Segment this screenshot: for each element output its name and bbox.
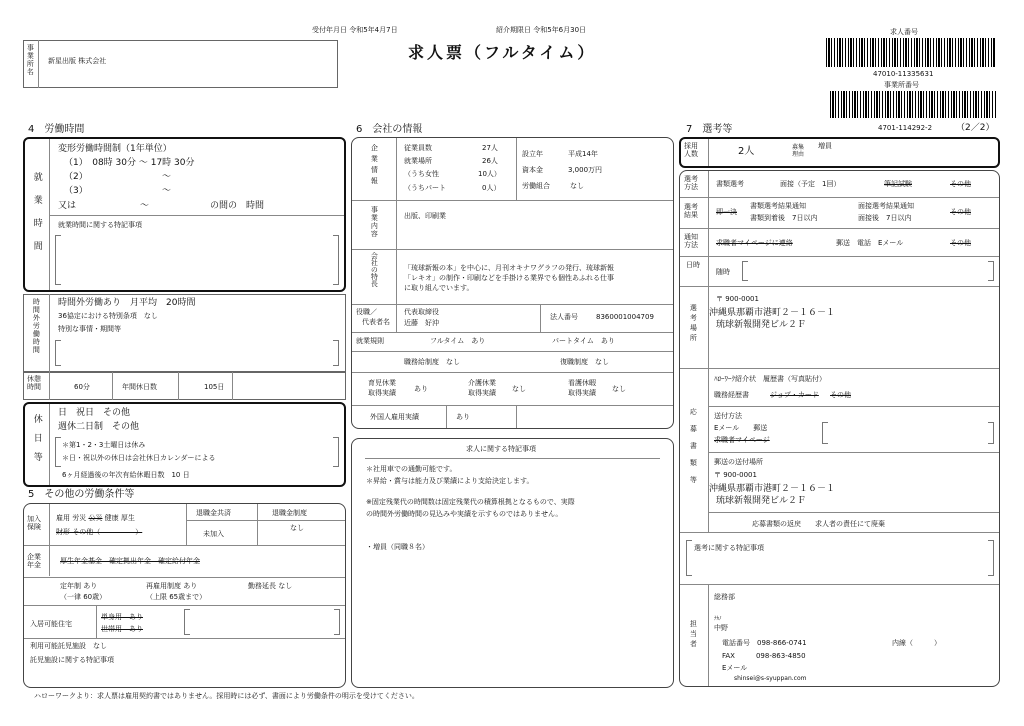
selection-place-label: 選考場所	[689, 304, 698, 344]
retire-age: 定年制 あり	[60, 582, 98, 590]
docs-other: その他	[830, 391, 851, 399]
overtime-agreement: 36協定における特別条項 なし	[58, 312, 158, 320]
method-other: その他	[950, 180, 971, 188]
received-date: 受付年月日 令和5年4月7日	[312, 26, 398, 34]
job-special-title: 求人に関する特記事項	[466, 445, 536, 453]
retire-mutual-label: 退職金共済	[196, 509, 231, 517]
rules-part: パートタイム あり	[552, 337, 615, 345]
rep-name: 近藤 好沖	[404, 319, 439, 327]
work-hours-label: 就業時間	[31, 172, 42, 264]
women-count: 10人）	[478, 170, 501, 178]
holiday-note-2: ＊日・祝以外の休日は会社休日カレンダーによる	[62, 454, 216, 462]
contact-fax: FAX 098-863-4850	[722, 652, 806, 660]
corp-number: 8360001004709	[596, 313, 654, 321]
job-number-label: 求人番号	[890, 28, 918, 36]
rehire: 再雇用制度 あり	[146, 582, 198, 590]
docs-jobcard: ジョブ・カード	[770, 391, 819, 399]
contact-email-label: Eメール	[722, 664, 748, 672]
overtime-average: 時間外労働あり 月平均 20時間	[58, 298, 196, 308]
union-label: 労働組合	[522, 182, 550, 190]
work-extension: 勤務延長 なし	[248, 582, 293, 590]
nursing-leave: なし	[512, 385, 526, 393]
foreign-employment: あり	[456, 413, 470, 421]
work-special-label: 就業時間に関する特記事項	[58, 221, 142, 229]
company-info-label: 企業情報	[370, 144, 379, 188]
workplace-employees: 26人	[482, 157, 498, 165]
contact-extension: 内線（ ）	[892, 639, 941, 647]
work-system: 変形労働時間制（1年単位）	[58, 144, 172, 154]
hire-count: 2人	[738, 146, 755, 157]
capital-label: 資本金	[522, 166, 543, 174]
break-value: 60分	[74, 383, 90, 391]
foreign-employment-label: 外国人雇用実績	[370, 413, 419, 421]
footer-note: ハローワークより：求人票は雇用契約書ではありません。採用時には必ず、書面により労働条件の明示を受けてください。	[34, 692, 419, 700]
nursing-leave-label-2: 取得実績	[468, 389, 496, 397]
childcare-leave: あり	[414, 385, 428, 393]
pension-options: 厚生年金基金 確定拠出年金 確定給付年金	[60, 557, 200, 565]
housing-label: 入居可能住宅	[30, 620, 72, 628]
office-number: 4701-114292-2	[878, 124, 933, 132]
job-pay-system: 職務給制度 なし	[404, 358, 460, 366]
notify-label: 通知方法	[684, 233, 698, 250]
place-address-2: 琉球新報開発ビル２Ｆ	[716, 320, 807, 330]
rules-label: 就業規則	[356, 337, 384, 345]
business-content: 出版、印刷業	[404, 212, 446, 220]
date-label: 日時	[686, 261, 700, 269]
rehire-detail: （上限 65歳まで）	[146, 593, 207, 601]
capital: 3,000万円	[568, 166, 603, 174]
features-line-3: に取り組んでいます。	[404, 284, 474, 292]
method-written: 筆記試験	[884, 180, 912, 188]
result-label: 選考結果	[684, 203, 698, 220]
retire-system-value: なし	[290, 524, 304, 532]
contact-kana: ﾅｶﾉ	[714, 616, 722, 622]
features-label: 会社の特長	[370, 252, 379, 287]
housing-single: 単身用 あり	[101, 613, 143, 621]
section-5-title: 5 その他の労働条件等	[28, 489, 135, 500]
overtime-special-circumstances: 特別な事情・期間等	[58, 325, 121, 333]
mail-address-1: 沖縄県那覇市港町２－１６－１	[709, 484, 836, 494]
annual-holiday-label: 年間休日数	[122, 383, 157, 391]
break-box	[23, 372, 346, 400]
section-4-title: 4 労働時間	[28, 124, 85, 135]
employees-label: 従業員数	[404, 144, 432, 152]
result-other: その他	[950, 208, 971, 216]
holiday-label: 休日等	[31, 414, 42, 471]
date-value: 随時	[716, 268, 730, 276]
mail-postal: 〒 900-0001	[714, 471, 757, 479]
contact-email: shinsei@s-syuppan.com	[734, 675, 807, 682]
part-label: （うちパート	[404, 184, 446, 192]
mail-to-label: 郵送の送付場所	[714, 458, 763, 466]
page-title: 求人票（フルタイム）	[408, 43, 597, 62]
work-row-2-sep: 〜	[162, 172, 172, 182]
overtime-label: 時間外労働時間	[32, 298, 41, 354]
office-name-label: 事業所名	[26, 44, 35, 76]
care-leave-label-1: 看護休暇	[568, 379, 596, 387]
selection-special-label: 選考に関する特記事項	[694, 544, 764, 552]
place-address-1: 沖縄県那覇市港町２－１６－１	[709, 308, 836, 318]
result-documents-days: 書類到着後 7日以内	[750, 214, 818, 222]
docs-resume: 職務経歴書	[714, 391, 749, 399]
work-row-3-sep: 〜	[162, 186, 172, 196]
rep-label-2: 代表者名	[362, 318, 390, 326]
weekly-holiday: 週休二日制 その他	[58, 422, 140, 432]
work-or-sep: 〜	[140, 201, 150, 211]
care-leave: なし	[612, 385, 626, 393]
union: なし	[570, 182, 584, 190]
retire-system-label: 退職金制度	[272, 509, 307, 517]
return-documents: 応募書類の返戻 求人者の責任にて廃棄	[752, 520, 885, 528]
retire-mutual-value: 未加入	[203, 530, 224, 538]
housing-family: 世帯用 あり	[101, 625, 143, 633]
childcare-facility: 利用可能託児施設 なし	[30, 642, 107, 650]
holidays: 日 祝日 その他	[58, 408, 131, 418]
founded-label: 設立年	[522, 150, 543, 158]
founded: 平成14年	[568, 150, 598, 158]
rules-full: フルタイム あり	[430, 337, 486, 345]
annual-holiday-value: 105日	[204, 383, 225, 391]
employees: 27人	[482, 144, 498, 152]
result-documents: 書類選考結果通知	[750, 202, 806, 210]
application-docs-label: 応募書類等	[689, 408, 698, 493]
send-mypage: 求職者マイページ	[714, 436, 770, 444]
section-6-title: 6 会社の情報	[356, 124, 423, 135]
work-row-2: （2）	[64, 172, 88, 182]
rep-label-1: 役職／	[356, 308, 377, 316]
send-method-label: 送付方法	[714, 412, 742, 420]
mail-address-2: 琉球新報開発ビル２Ｆ	[716, 496, 807, 506]
work-row-3: （3）	[64, 186, 88, 196]
hire-count-label: 採用人数	[684, 142, 698, 159]
women-label: （うち女性	[404, 170, 439, 178]
method-interview: 面接（予定 1回）	[780, 180, 841, 188]
insurance-label: 加入保険	[27, 515, 41, 532]
insurance-line-1: 雇用 労災 公災 健康 厚生	[56, 514, 135, 522]
notify-mypage: 求職者マイページに連絡	[716, 239, 793, 247]
part-count: 0人）	[482, 184, 501, 192]
office-name: 新星出版 株式会社	[48, 57, 107, 65]
paid-leave: 6ヶ月経過後の年次有給休暇日数 10 日	[62, 471, 190, 479]
method-documents: 書類選考	[716, 180, 744, 188]
childcare-special-label: 託児施設に関する特記事項	[30, 656, 114, 664]
childcare-leave-label-2: 取得実績	[368, 389, 396, 397]
job-number: 47010-11335631	[873, 70, 934, 78]
holiday-note-1: ＊第1・2・3土曜日は休み	[62, 441, 146, 449]
hire-reason-label: 募集理由	[792, 144, 805, 159]
job-number-barcode	[826, 38, 996, 67]
docs-required: ﾊﾛｰﾜｰｸ紹介状 履歴書（写真貼付）	[714, 375, 826, 383]
contact-label: 担当者	[689, 620, 698, 650]
special-note-2: ＊昇給・賞与は能力及び業績により支給決定します。	[366, 477, 534, 485]
contact-phone: 電話番号 098-866-0741	[722, 639, 807, 647]
office-number-barcode	[830, 91, 996, 118]
result-interview-days: 面接後 7日以内	[858, 214, 912, 222]
work-or-label: 又は	[58, 201, 77, 211]
insurance-line-2: 財形 その他（ ）	[56, 528, 143, 536]
business-label: 事業内容	[370, 206, 379, 238]
features-line-1: 「琉球新報の本」を中心に、月刊オキナワグラフの発行、琉球新報	[404, 264, 614, 272]
retire-age-detail: （一律 60歳）	[60, 593, 107, 601]
hire-count-box	[679, 137, 1000, 168]
referral-deadline: 紹介期限日 令和5年6月30日	[496, 26, 587, 34]
nursing-leave-label-1: 介護休業	[468, 379, 496, 387]
section-7-title: 7 選考等	[686, 124, 733, 135]
office-number-label: 事業所番号	[884, 81, 919, 89]
notify-other: その他	[950, 239, 971, 247]
method-label: 選考方法	[684, 175, 698, 192]
special-note-1: ＊社用車での通勤可能です。	[366, 465, 457, 473]
work-row-1: （1） 08時 30分 〜 17時 30分	[64, 158, 195, 168]
notify-methods: 郵送 電話 Eメール	[836, 239, 904, 247]
pension-label: 企業年金	[27, 553, 41, 570]
hire-reason: 増員	[818, 142, 832, 150]
result-immediate: 即一決	[716, 208, 737, 216]
care-leave-label-2: 取得実績	[568, 389, 596, 397]
page-indicator: （2／2）	[956, 123, 995, 133]
rep-title: 代表取締役	[404, 308, 439, 316]
workplace-label: 就業場所	[404, 157, 432, 165]
result-interview: 面接選考結果通知	[858, 202, 914, 210]
special-note-5: ・増員（同職８名）	[366, 543, 429, 551]
childcare-leave-label-1: 育児休業	[368, 379, 396, 387]
contact-person: 中野	[714, 624, 728, 632]
special-note-3: ※固定残業代の時間数は固定残業代の積算根拠となるもので、実際	[366, 498, 575, 506]
send-methods: Eメール 郵送	[714, 424, 768, 432]
return-system: 復職制度 なし	[560, 358, 609, 366]
features-line-2: 「レキオ」の制作・印刷などを手掛ける業界でも個性あふれる仕事	[404, 274, 614, 282]
break-label: 休憩時間	[27, 375, 41, 392]
place-postal: 〒 900-0001	[716, 295, 759, 303]
special-note-4: の時間外労働時間の見込みや実績を示すものではありません。	[366, 510, 563, 518]
corp-number-label: 法人番号	[550, 313, 578, 321]
contact-department: 総務部	[714, 593, 735, 601]
work-between: の間の 時間	[210, 201, 265, 211]
job-special-notes-box	[351, 438, 674, 688]
